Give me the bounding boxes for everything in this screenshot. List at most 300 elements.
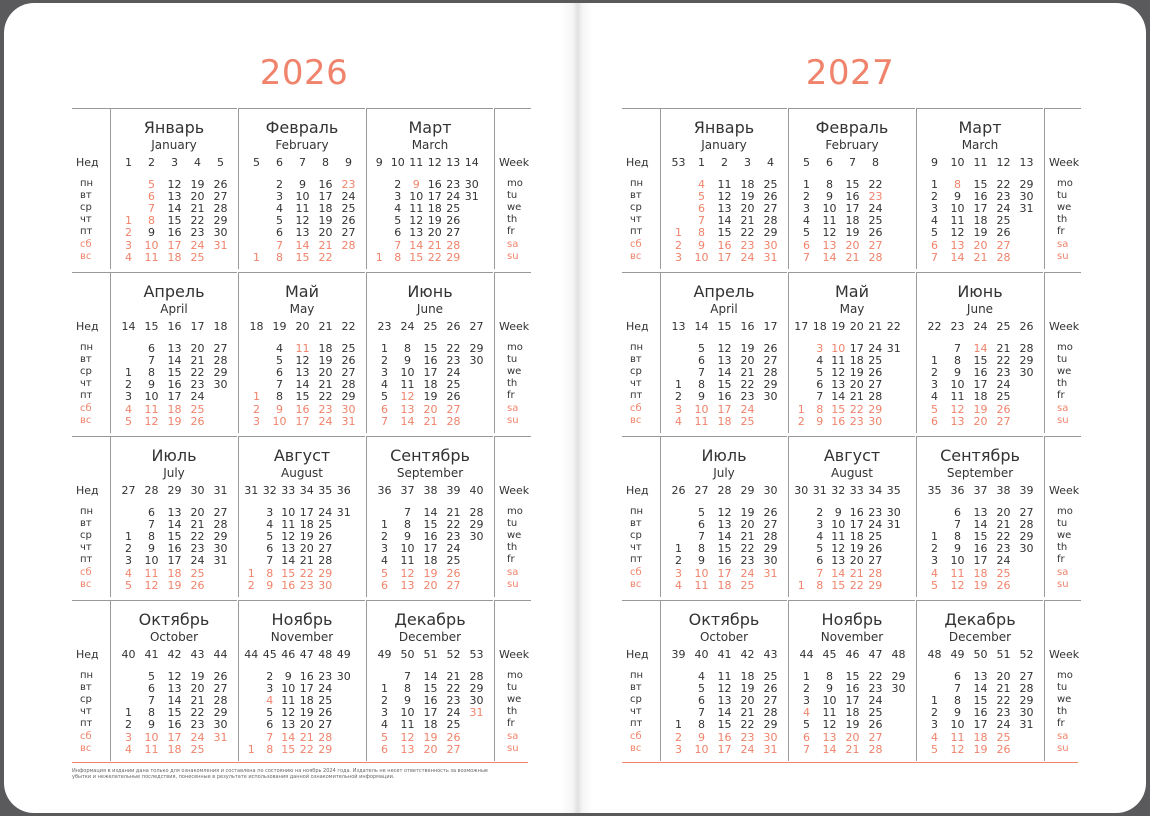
day-cell: 3 [381,542,388,556]
week-number: 18 [213,320,228,333]
day-cell: 5 [931,578,938,592]
weekday-ru-mo: пн [80,506,94,517]
day-cell: 20 [423,402,438,416]
day-cell: 9 [148,378,155,392]
week-number: 23 [950,320,965,333]
month-february [788,108,915,269]
day-cell: 17 [423,542,438,556]
day-cell: 3 [266,506,274,519]
week-number: 9 [931,156,938,169]
weekday-en-su: su [1057,250,1069,262]
month-august [238,436,365,597]
day-cell: 3 [931,718,938,732]
day-cell: 31 [341,414,356,428]
weekday-ru-we: ср [630,366,642,378]
day-cell: 25 [763,670,778,683]
day-cell: 17 [849,518,864,532]
week-label-en: Week [1049,484,1080,497]
day-cell: 12 [950,742,965,756]
day-cell: 22 [190,214,205,228]
day-cell: 10 [400,542,415,556]
month-august [788,436,915,597]
day-cell: 12 [167,178,182,191]
weekday-ru-we: ср [80,530,92,542]
day-cell: 12 [831,366,846,380]
day-cell: 24 [996,202,1011,216]
weekday-ru-fr: пт [80,390,93,402]
month-name-ru: Ноябрь [821,610,883,629]
week-number: 6 [826,156,833,169]
week-number: 38 [996,484,1011,497]
day-cell: 10 [831,518,846,532]
day-cell: 4 [125,742,132,756]
day-cell: 28 [996,250,1011,264]
page-2027 [554,3,1124,813]
day-cell: 7 [954,342,961,355]
day-cell: 10 [950,378,965,392]
day-cell: 27 [763,694,778,708]
day-cell: 31 [1019,718,1034,732]
month-name-ru: Июнь [407,282,453,301]
day-cell: 21 [996,682,1011,696]
day-cell: 12 [950,402,965,416]
weekday-ru-sa: сб [80,566,92,578]
day-cell: 25 [190,402,205,416]
weekday-en-tu: tu [1057,682,1068,694]
week-number: 14 [464,156,479,169]
week-number: 2 [721,156,728,169]
weekday-ru-fr: пт [80,226,93,238]
day-cell: 14 [281,730,296,744]
day-cell: 3 [931,202,938,216]
weekday-en-we: we [507,202,522,214]
day-cell: 23 [341,178,356,191]
month-name-en: October [149,630,199,644]
day-cell: 12 [295,214,310,228]
day-cell: 9 [954,706,961,720]
day-cell: 2 [381,354,388,368]
day-cell: 2 [931,706,938,720]
month-name-ru: Ноябрь [271,610,333,629]
day-cell: 18 [717,578,732,592]
weekday-en-mo: mo [507,178,523,189]
day-cell: 29 [1019,694,1034,708]
month-october [110,600,237,761]
day-cell: 4 [931,214,938,228]
day-cell: 5 [931,226,938,240]
day-cell: 18 [299,694,314,708]
week-number: 1 [698,156,705,169]
day-cell: 11 [831,354,846,368]
month-name-en: July [163,466,185,480]
day-cell: 21 [190,354,205,368]
day-cell: 23 [996,190,1011,204]
day-cell: 25 [341,342,356,355]
day-cell: 6 [148,342,155,355]
day-cell: 13 [973,506,988,519]
day-cell: 2 [931,542,938,556]
day-cell: 23 [190,718,205,732]
week-number: 34 [868,484,883,497]
month-name-ru: Август [823,446,881,465]
week-number: 27 [121,484,136,497]
day-cell: 18 [973,390,988,404]
day-cell: 4 [125,250,132,264]
day-cell: 19 [973,226,988,240]
day-cell: 12 [281,706,296,720]
day-cell: 17 [717,742,732,756]
day-cell: 9 [404,694,411,708]
day-cell: 23 [318,670,333,683]
day-cell: 25 [868,706,883,720]
day-cell: 9 [826,190,833,204]
day-cell: 24 [996,378,1011,392]
day-cell: 31 [213,730,228,744]
week-number: 26 [446,320,461,333]
day-cell: 10 [822,202,837,216]
day-cell: 15 [717,542,732,556]
day-cell: 20 [190,506,205,519]
week-number: 5 [217,156,224,169]
weekday-en-column [1044,600,1081,761]
day-cell: 2 [675,554,682,568]
day-cell: 9 [698,554,705,568]
day-cell: 18 [299,518,314,532]
week-label-ru: Нед [626,484,649,497]
weekday-ru-sa: сб [630,730,642,742]
day-cell: 3 [253,414,260,428]
weekday-en-th: th [507,542,518,554]
day-cell: 21 [740,706,755,720]
week-number: 48 [927,648,942,661]
day-cell: 24 [190,390,205,404]
day-cell: 20 [423,578,438,592]
day-cell: 22 [190,366,205,380]
day-cell: 14 [409,238,424,252]
day-cell: 13 [400,402,415,416]
month-name-ru: Август [273,446,331,465]
day-cell: 13 [400,742,415,756]
day-cell: 29 [318,742,333,756]
month-name-ru: Март [408,118,452,137]
week-number: 18 [812,320,827,333]
week-number: 33 [849,484,864,497]
day-cell: 22 [996,530,1011,544]
day-cell: 23 [446,354,461,368]
day-cell: 19 [423,566,438,580]
week-number: 18 [249,320,264,333]
day-cell: 10 [694,250,709,264]
day-cell: 20 [845,730,860,744]
day-cell: 26 [318,530,333,544]
day-cell: 11 [950,214,965,228]
day-cell: 22 [868,670,883,683]
weekday-en-sa: sa [1057,566,1069,578]
day-cell: 15 [845,178,860,191]
day-cell: 28 [318,730,333,744]
day-cell: 17 [973,554,988,568]
day-cell: 28 [469,670,484,683]
day-cell: 3 [816,342,824,355]
week-number: 35 [318,484,333,497]
day-cell: 16 [973,190,988,204]
day-cell: 18 [167,742,182,756]
day-cell: 17 [299,682,314,696]
day-cell: 8 [698,226,705,240]
week-label-ru: Нед [76,156,99,169]
day-cell: 25 [868,354,883,368]
weekday-en-mo: mo [1057,178,1073,189]
weekday-ru-mo: пн [630,506,644,517]
day-cell: 9 [834,506,842,519]
day-cell: 5 [931,402,938,416]
day-cell: 16 [717,238,732,252]
weekday-en-column [1044,272,1081,433]
day-cell: 13 [295,226,310,240]
week-number: 36 [336,484,351,497]
day-cell: 3 [675,566,682,580]
day-cell: 30 [886,506,901,519]
week-number: 53 [671,156,686,169]
day-cell: 29 [213,706,228,720]
day-cell: 12 [400,730,415,744]
day-cell: 19 [423,390,438,404]
day-cell: 23 [190,226,205,240]
day-cell: 22 [849,402,864,416]
day-cell: 8 [404,518,411,532]
day-cell: 3 [125,390,132,404]
week-number: 32 [262,484,277,497]
day-cell: 28 [868,250,883,264]
weekday-en-fr: fr [507,226,515,238]
week-number: 45 [822,648,837,661]
week-number: 4 [767,156,774,169]
day-cell: 6 [394,226,402,240]
day-cell: 1 [381,342,388,355]
week-number: 12 [427,156,442,169]
month-name-en: November [820,630,884,644]
day-cell: 15 [717,718,732,732]
day-cell: 8 [148,530,155,544]
day-cell: 31 [213,238,228,252]
week-number: 52 [1019,648,1034,661]
day-cell: 25 [190,250,205,264]
day-cell: 12 [717,506,732,519]
day-cell: 27 [446,742,461,756]
weekday-en-column [494,600,531,761]
day-cell: 25 [446,378,461,392]
day-cell: 2 [276,178,283,191]
day-cell: 18 [717,414,732,428]
weekday-en-sa: sa [1057,238,1069,250]
day-cell: 15 [973,530,988,544]
day-cell: 3 [816,518,824,532]
day-cell: 25 [996,214,1011,228]
day-cell: 14 [281,554,296,568]
day-cell: 27 [341,366,356,380]
day-cell: 13 [281,542,296,556]
week-number: 29 [740,484,755,497]
month-may [238,272,365,433]
weekday-ru-th: чт [630,706,642,718]
day-cell: 2 [125,226,132,240]
day-cell: 29 [1019,530,1034,544]
week-number: 35 [927,484,942,497]
day-cell: 6 [816,554,824,568]
day-cell: 14 [717,366,732,380]
day-cell: 3 [276,190,283,204]
day-cell: 5 [276,214,283,228]
weekday-en-th: th [1057,378,1068,390]
day-cell: 24 [996,554,1011,568]
week-number: 10 [950,156,965,169]
day-cell: 22 [190,706,205,720]
day-cell: 25 [763,178,778,191]
weekday-ru-mo: пн [630,178,644,189]
week-number: 53 [469,648,484,661]
day-cell: 1 [675,378,682,392]
day-cell: 23 [446,530,461,544]
day-cell: 18 [740,670,755,683]
page-2026 [4,3,574,813]
day-cell: 8 [954,354,961,368]
week-number: 33 [281,484,296,497]
day-cell: 31 [763,250,778,264]
day-cell: 21 [740,366,755,380]
day-cell: 16 [973,542,988,556]
day-cell: 20 [996,670,1011,683]
weekday-ru-we: ср [80,202,92,214]
weekday-en-sa: sa [507,730,519,742]
day-cell: 25 [318,518,333,532]
day-cell: 26 [868,718,883,732]
week-number: 40 [469,484,484,497]
day-cell: 23 [740,238,755,252]
month-september [916,436,1043,597]
day-cell: 17 [167,238,182,252]
day-cell: 21 [740,530,755,544]
day-cell: 2 [803,190,810,204]
day-cell: 21 [845,742,860,756]
day-cell: 30 [763,730,778,744]
day-cell: 15 [167,366,182,380]
weekday-en-column [1044,436,1081,597]
day-cell: 24 [446,542,461,556]
day-cell: 8 [826,670,833,683]
day-cell: 17 [167,554,182,568]
day-cell: 20 [996,506,1011,519]
week-number: 16 [740,320,755,333]
month-name-en: December [948,630,1012,644]
week-number: 17 [190,320,205,333]
day-cell: 29 [763,542,778,556]
day-cell: 24 [190,554,205,568]
week-number: 13 [446,156,461,169]
day-cell: 27 [868,730,883,744]
weekday-en-column [1044,108,1081,269]
week-number: 37 [400,484,415,497]
weekday-ru-we: ср [80,694,92,706]
week-number: 22 [886,320,901,333]
week-number: 49 [377,648,392,661]
day-cell: 16 [167,378,182,392]
day-cell: 4 [931,566,938,580]
day-cell: 29 [213,366,228,380]
day-cell: 24 [740,742,755,756]
week-label-ru: Нед [76,320,99,333]
day-cell: 21 [973,250,988,264]
day-cell: 27 [996,238,1011,252]
day-cell: 5 [266,706,274,720]
day-cell: 28 [868,566,883,580]
week-number: 27 [469,320,484,333]
day-cell: 9 [816,414,824,428]
weekday-en-we: we [507,366,522,378]
day-cell: 21 [190,202,205,216]
month-name-ru: Сентябрь [940,446,1020,465]
day-cell: 30 [464,178,479,191]
day-cell: 17 [849,342,864,355]
day-cell: 12 [167,670,182,683]
footer-rule [72,762,528,763]
day-cell: 3 [675,742,682,756]
day-cell: 18 [423,378,438,392]
day-cell: 5 [125,578,132,592]
day-cell: 22 [996,354,1011,368]
day-cell: 13 [409,226,424,240]
day-cell: 27 [868,238,883,252]
day-cell: 5 [381,390,388,404]
day-cell: 2 [394,178,402,191]
day-cell: 4 [698,178,705,191]
day-cell: 5 [816,542,824,556]
day-cell: 17 [973,202,988,216]
day-cell: 6 [931,238,938,252]
day-cell: 23 [318,402,333,416]
day-cell: 29 [763,718,778,732]
day-cell: 27 [446,578,461,592]
day-cell: 26 [341,354,356,368]
day-cell: 12 [822,718,837,732]
weekday-ru-tu: вт [630,190,642,202]
day-cell: 7 [148,202,155,216]
day-cell: 8 [404,682,411,696]
month-name-ru: Сентябрь [390,446,470,465]
week-number: 7 [849,156,856,169]
day-cell: 23 [996,706,1011,720]
day-cell: 9 [148,718,155,732]
day-cell: 24 [341,190,356,204]
day-cell: 25 [190,742,205,756]
day-cell: 16 [973,706,988,720]
month-name-en: March [411,138,449,152]
week-number: 19 [831,320,846,333]
day-cell: 19 [190,670,205,683]
day-cell: 22 [849,578,864,592]
day-cell: 10 [950,554,965,568]
day-cell: 4 [931,730,938,744]
weekday-en-we: we [1057,530,1072,542]
week-number: 3 [171,156,178,169]
month-name-en: February [825,138,879,152]
day-cell: 4 [803,706,810,720]
day-cell: 3 [931,378,938,392]
day-cell: 13 [717,518,732,532]
week-number: 51 [996,648,1011,661]
day-cell: 4 [381,554,388,568]
day-cell: 10 [295,190,310,204]
day-cell: 20 [740,518,755,532]
